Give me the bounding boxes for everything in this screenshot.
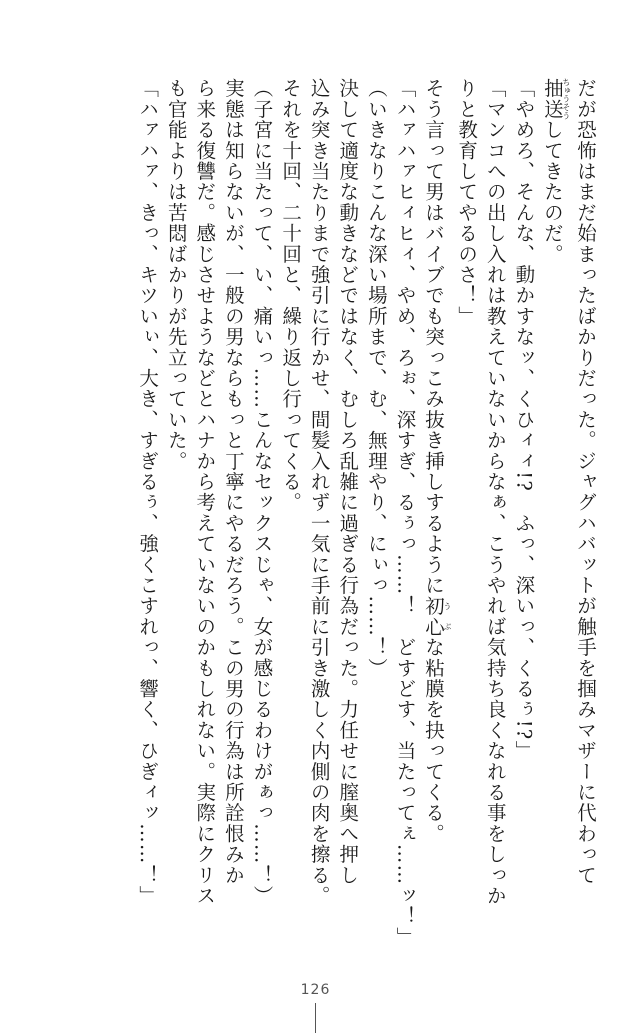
text-line: 決して適度な動きなどではなく、むしろ乱雑に過ぎる行為だった。力任せに膣奥へ押し bbox=[336, 78, 360, 886]
page-number-rule bbox=[315, 1003, 316, 1033]
text-line: だが恐怖はまだ始まったばかりだった。ジャグハバットが触手を掴みマザーに代わって bbox=[574, 78, 597, 886]
ruby-word bbox=[540, 78, 571, 120]
text-line: 込み突き当たりまで強引に行かせ、間髪入れず一気に手前に引き激しく内側の肉を擦る。 bbox=[307, 78, 331, 907]
page-number: 126 bbox=[300, 982, 331, 998]
text-line: それを十回、二十回と、繰り返し行ってくる。 bbox=[279, 78, 303, 513]
text-line: 実態は知らないが、一般の男ならもっと丁寧にやるだろう。この男の行為は所詮恨みか bbox=[221, 78, 245, 886]
ruby-reading: ちゅうそう bbox=[561, 78, 571, 120]
text-line: りと教育してやるのさ！」 bbox=[455, 78, 479, 327]
text-line-rest: してきたのだ。 bbox=[540, 119, 564, 265]
text-line-post: な粘膜を抉ってくる。 bbox=[422, 636, 446, 844]
ruby-word bbox=[422, 595, 453, 637]
text-line: 「マンコへの出し入れは教えていないからなぁ、こうやれば気持ち良くなれる事をしっか bbox=[483, 78, 507, 906]
vertical-text-body bbox=[39, 78, 599, 948]
text-line: ら来る復讐だ。感じさせようなどとハナから考えていないのかもしれない。実際にクリス bbox=[193, 78, 217, 906]
text-line-ruby bbox=[537, 78, 570, 948]
text-line: （子宮に当たって、い、痛いっ……こんなセックスじゃ、女が感じるわけがぁっ……！） bbox=[250, 78, 274, 906]
ruby-base: 抽送 bbox=[540, 78, 564, 120]
text-line: 「ハァハァヒィヒィ、やめ、ろぉ、深すぎ、るぅっ……！ どすどす、当たってぇ……ッ！」 bbox=[393, 78, 417, 948]
text-line-ruby bbox=[418, 78, 451, 948]
text-line: 「ハァハァ、きっ、キツいぃ、大き、すぎるぅ、強くこすれっ、響く、ひぎィッ……！」 bbox=[136, 78, 160, 906]
text-line: （いきなりこんな深い場所まで、む、無理やり、にぃっ……！） bbox=[364, 78, 388, 679]
text-line: 「やめろ、そんな、動かすなッ、くひィィ!? ふっ、深いっ、くるぅ!?」 bbox=[512, 78, 536, 762]
ruby-reading: うぶ bbox=[443, 595, 453, 637]
text-line-pre: そう言って男はバイブでも突っこみ抜き挿しするように bbox=[422, 78, 446, 596]
text-line: も官能よりは苦悶ばかりが先立っていた。 bbox=[164, 78, 188, 472]
ruby-base: 初心 bbox=[422, 595, 446, 637]
